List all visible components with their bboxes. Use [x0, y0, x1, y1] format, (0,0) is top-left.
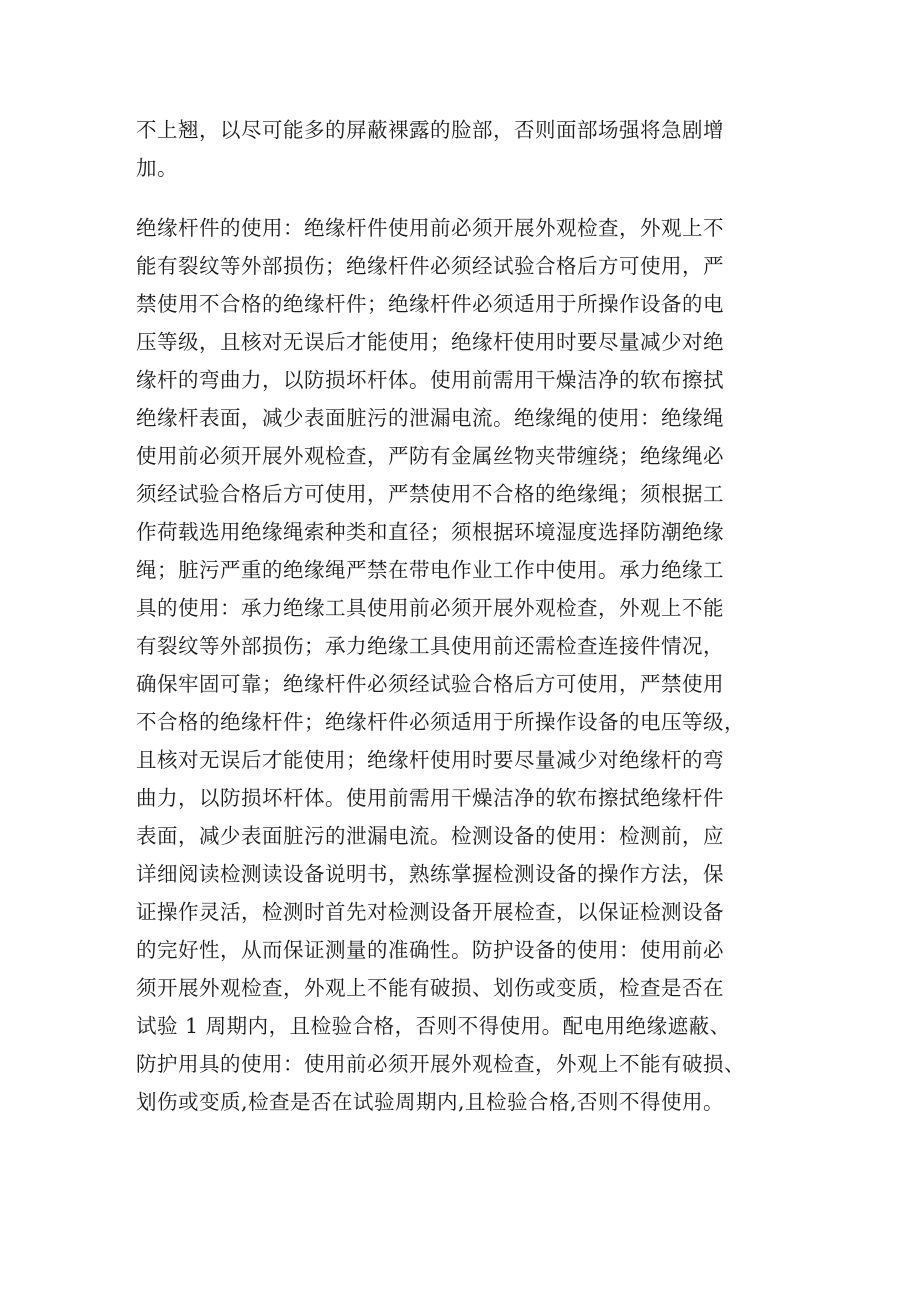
paragraph-continuation	[136, 111, 796, 187]
text-line: 须经试验合格后方可使用，严禁使用不合格的绝缘绳；须根据工	[136, 482, 724, 506]
text-line: 详细阅读检测读设备说明书，熟练掌握检测设备的操作方法，保	[136, 862, 724, 886]
text-line: 使用前必须开展外观检查，严防有金属丝物夹带缠绕；绝缘绳必	[136, 444, 724, 468]
text-line: 压等级，且核对无误后才能使用；绝缘杆使用时要尽量减少对绝	[136, 330, 724, 354]
text-line: 确保牢固可靠；绝缘杆件必须经试验合格后方可使用，严禁使用	[136, 672, 724, 696]
text-line: 具的使用：承力绝缘工具使用前必须开展外观检查，外观上不能	[136, 596, 724, 620]
text-line: 须开展外观检查，外观上不能有破损、划伤或变质，检查是否在	[136, 976, 724, 1000]
paragraph-tools-usage	[136, 209, 796, 1121]
text-line: 划伤或变质,检查是否在试验周期内,且检验合格,否则不得使用。	[136, 1090, 725, 1114]
text-line: 不合格的绝缘杆件；绝缘杆件必须适用于所操作设备的电压等级，	[136, 710, 745, 734]
text-line: 且核对无误后才能使用；绝缘杆使用时要尽量减少对绝缘杆的弯	[136, 748, 724, 772]
text-line: 证操作灵活，检测时首先对检测设备开展检查，以保证检测设备	[136, 900, 724, 924]
text-line: 加。	[136, 156, 178, 180]
paragraph-gap	[136, 187, 796, 209]
text-line: 曲力，以防损坏杆体。使用前需用干燥洁净的软布擦拭绝缘杆件	[136, 786, 724, 810]
text-line: 有裂纹等外部损伤；承力绝缘工具使用前还需检查连接件情况，	[136, 634, 724, 658]
text-line: 绝缘杆表面，减少表面脏污的泄漏电流。绝缘绳的使用：绝缘绳	[136, 406, 724, 430]
text-line: 能有裂纹等外部损伤；绝缘杆件必须经试验合格后方可使用，严	[136, 254, 724, 278]
text-line: 作荷载选用绝缘绳索种类和直径；须根据环境湿度选择防潮绝缘	[136, 520, 724, 544]
text-line: 防护用具的使用：使用前必须开展外观检查，外观上不能有破损、	[136, 1052, 745, 1076]
text-line: 试验 1 周期内，且检验合格，否则不得使用。配电用绝缘遮蔽、	[136, 1014, 731, 1038]
text-line: 绝缘杆件的使用：绝缘杆件使用前必须开展外观检查，外观上不	[136, 216, 724, 240]
text-line: 不上翘，以尽可能多的屏蔽裸露的脸部，否则面部场强将急剧增	[136, 118, 724, 142]
text-line: 禁使用不合格的绝缘杆件；绝缘杆件必须适用于所操作设备的电	[136, 292, 724, 316]
text-line: 缘杆的弯曲力，以防损坏杆体。使用前需用干燥洁净的软布擦拭	[136, 368, 724, 392]
text-line: 的完好性，从而保证测量的准确性。防护设备的使用：使用前必	[136, 938, 724, 962]
document-body	[136, 111, 796, 1121]
text-line: 表面，减少表面脏污的泄漏电流。检测设备的使用：检测前，应	[136, 824, 724, 848]
text-line: 绳；脏污严重的绝缘绳严禁在带电作业工作中使用。承力绝缘工	[136, 558, 724, 582]
